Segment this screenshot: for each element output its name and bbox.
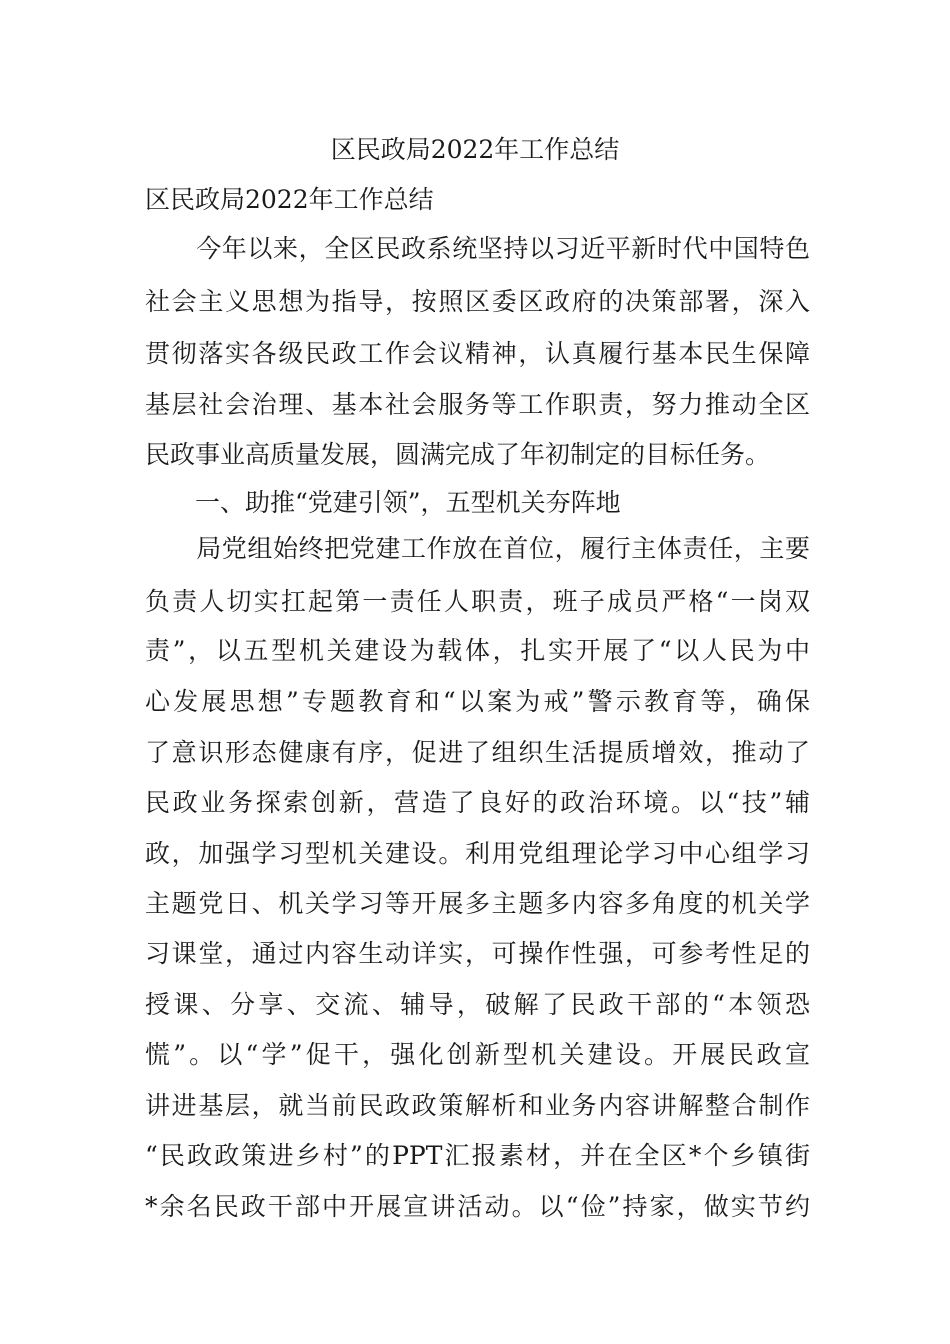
body-line: 责”，以五型机关建设为载体，扎实开展了“以人民为中 [145, 636, 810, 665]
body-line: 主题党日、机关学习等开展多主题多内容多角度的机关学 [145, 889, 810, 918]
body-line: 了意识形态健康有序，促进了组织生活提质增效，推动了 [145, 738, 810, 767]
body-line: 贯彻落实各级民政工作会议精神，认真履行基本民生保障 [145, 339, 810, 368]
body-line: 心发展思想”专题教育和“以案为戒”警示教育等，确保 [145, 687, 810, 716]
body-line: *余名民政干部中开展宣讲活动。以“俭”持家，做实节约 [145, 1192, 810, 1221]
body-line: 民政业务探索创新，营造了良好的政治环境。以“技”辅 [145, 788, 810, 817]
body-line: 今年以来，全区民政系统坚持以习近平新时代中国特色 [145, 234, 810, 263]
body-line: 民政事业高质量发展，圆满完成了年初制定的目标任务。 [145, 440, 771, 469]
body-line: 政，加强学习型机关建设。利用党组理论学习中心组学习 [145, 839, 810, 868]
body-line: 慌”。以“学”促干，强化创新型机关建设。开展民政宣 [145, 1040, 810, 1069]
body-line: 基层社会治理、基本社会服务等工作职责，努力推动全区 [145, 390, 810, 419]
body-line: 授课、分享、交流、辅导，破解了民政干部的“本领恐 [145, 990, 810, 1019]
body-line: 讲进基层，就当前民政政策解析和业务内容讲解整合制作 [145, 1091, 810, 1120]
body-line: 习课堂，通过内容生动详实，可操作性强，可参考性足的 [145, 939, 810, 968]
body-line: 社会主义思想为指导，按照区委区政府的决策部署，深入 [145, 287, 810, 316]
document-title: 区民政局2022年工作总结 [330, 135, 620, 164]
document-subtitle: 区民政局2022年工作总结 [145, 185, 434, 214]
body-line: 负责人切实扛起第一责任人职责，班子成员严格“一岗双 [145, 587, 810, 616]
body-line: “民政政策进乡村”的PPT汇报素材，并在全区*个乡镇街 [145, 1141, 810, 1170]
section-heading: 一、助推“党建引领”，五型机关夯阵地 [145, 488, 621, 517]
body-line: 局党组始终把党建工作放在首位，履行主体责任，主要 [145, 534, 810, 563]
